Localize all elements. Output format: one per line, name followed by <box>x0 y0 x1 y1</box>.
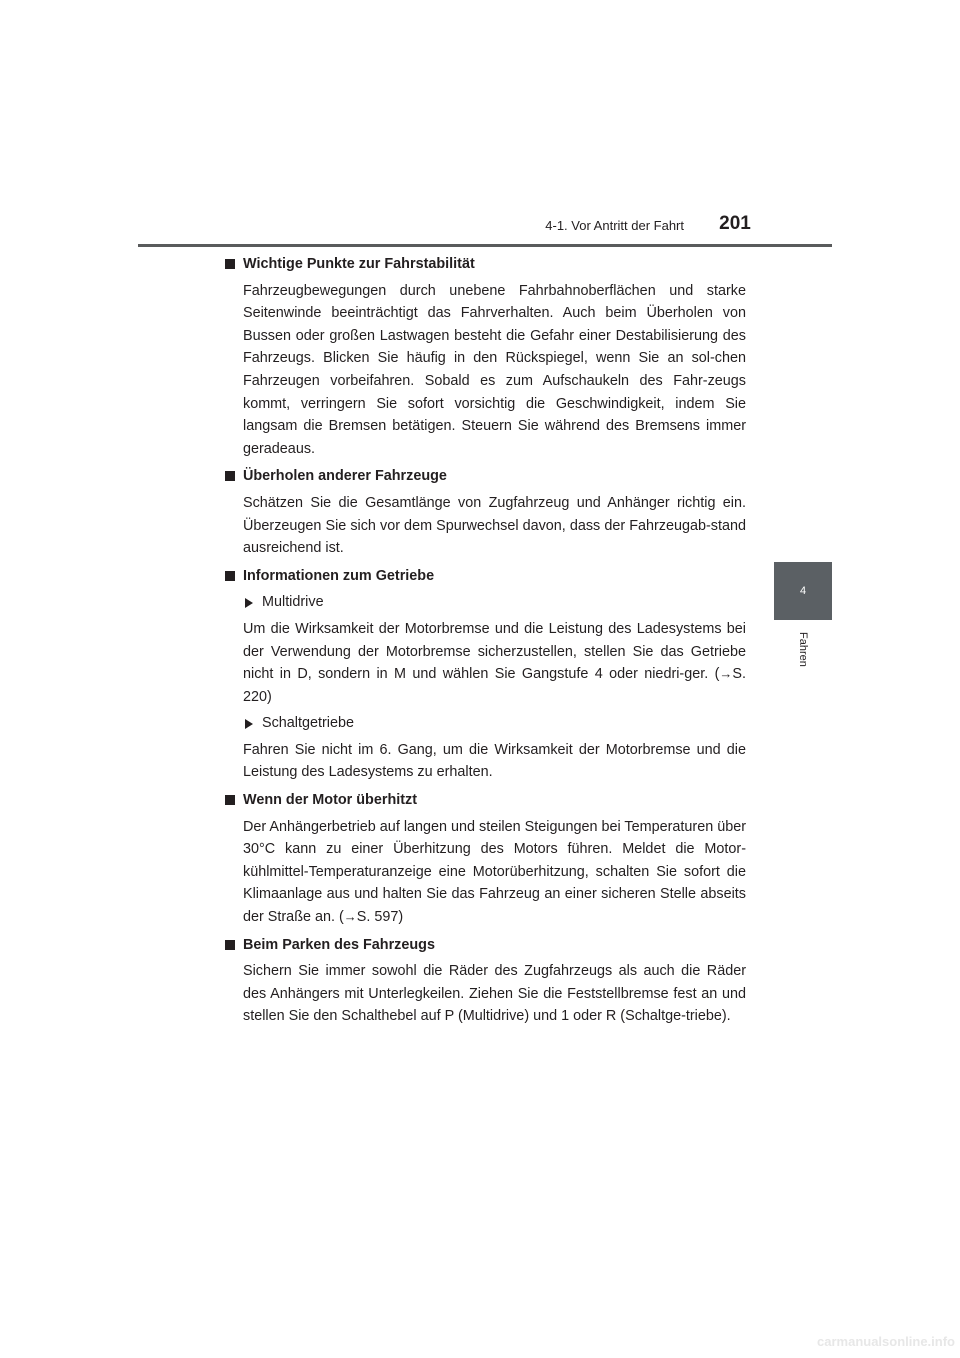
page-reference[interactable]: S. 597) <box>356 909 404 926</box>
section-title-text: Wichtige Punkte zur Fahrstabilität <box>243 256 475 272</box>
page-number: 201 <box>719 213 751 234</box>
section-paragraph: Fahrzeugbewegungen durch unebene Fahrbahnoberflächen und starke Seitenwinde beeinträchtigt das Fahrverhalten. Auch beim Überholen von Bussen oder großen Lastwagen besteht die Gefahr einer Destabilisierung des Fahrzeugs. Blicken Sie häufig in den Rückspiegel, wenn Sie an sol-chen Fahrzeugen vorbeifahren. Sobald es zum Aufschaukeln des Fahr-zeugs kommt, verringern Sie sofort vorsichtig die Geschwindigkeit, indem Sie langsam die Bremsen betätigen. Steuern Sie während des Bremsens immer geradeaus. <box>243 282 746 457</box>
square-bullet-icon <box>225 571 235 581</box>
section-parken <box>224 934 746 1028</box>
section-paragraph: Fahren Sie nicht im 6. Gang, um die Wirksamkeit der Motorbremse und die Leistung des Ladesystems zu erhalten. <box>243 741 746 781</box>
sub-bullet-label: Schaltgetriebe <box>262 715 355 732</box>
square-bullet-icon <box>225 471 235 481</box>
header-divider <box>138 244 832 247</box>
section-title <box>224 789 746 812</box>
square-bullet-icon <box>225 259 235 269</box>
chapter-tab-number: 4 <box>774 562 832 620</box>
running-header-section: 4-1. Vor Antritt der Fahrt <box>545 218 684 233</box>
triangle-bullet-icon <box>245 598 253 608</box>
triangle-bullet-icon <box>245 719 253 729</box>
paragraph-text: Um die Wirksamkeit der Motorbremse und die Leistung des Ladesystems bei der Verwendung der Motorbremse sicherzustellen, stellen Sie das Getriebe nicht in D, sondern in M und wählen Sie Gangstufe 4 oder niedri-ger. ( <box>243 620 746 683</box>
chapter-tab-label-text: Fahren <box>797 632 809 667</box>
section-title <box>224 565 746 588</box>
section-title <box>224 465 746 488</box>
square-bullet-icon <box>225 795 235 805</box>
section-title-text: Überholen anderer Fahrzeuge <box>243 468 447 485</box>
paragraph-text: Der Anhängerbetrieb auf langen und steilen Steigungen bei Temperaturen über 30°C kann zu einer Überhitzung des Motors führen. Meldet die Motor-kühlmittel-Temperaturanzeige eine Motorüberhitzung, schalten Sie sofort die Klimaanlage aus und halten Sie das Fahrzeug an einer sicheren Stelle abseits der Straße an. ( <box>243 818 746 926</box>
section-ueberholen <box>224 465 746 559</box>
chapter-tab-label <box>790 632 816 682</box>
section-getriebe <box>224 565 746 784</box>
section-motor-ueberhitzt <box>224 789 746 929</box>
reference-arrow-icon: → <box>719 666 733 682</box>
footer-watermark: carmanualsonline.info <box>817 1334 955 1349</box>
sub-bullet-schaltgetriebe <box>243 712 746 735</box>
page-reference[interactable]: S. 220) <box>243 666 746 705</box>
sub-bullet-label: Multidrive <box>262 594 324 611</box>
section-paragraph <box>243 618 746 708</box>
section-title-text: Wenn der Motor überhitzt <box>243 792 418 809</box>
square-bullet-icon <box>225 940 235 950</box>
section-paragraph: Schätzen Sie die Gesamtlänge von Zugfahrzeug und Anhänger richtig ein. Überzeugen Sie sich vor dem Spurwechsel davon, dass der Fahrzeugab-stand ausreichend ist. <box>243 494 746 557</box>
sub-bullet-multidrive <box>243 591 746 614</box>
section-title-text: Beim Parken des Fahrzeugs <box>243 936 435 953</box>
section-title-text: Informationen zum Getriebe <box>243 567 435 584</box>
section-paragraph <box>243 816 746 929</box>
section-fahrstabilitaet <box>224 253 746 460</box>
section-title <box>224 253 746 276</box>
section-title <box>224 934 746 957</box>
section-paragraph: Sichern Sie immer sowohl die Räder des Zugfahrzeugs als auch die Räder des Anhängers mit Unterlegkeilen. Ziehen Sie die Feststellbremse fest an und stellen Sie den Schalthebel auf P (Multidrive) und 1 oder R (Schaltge-triebe). <box>243 963 746 1025</box>
reference-arrow-icon: → <box>343 909 357 925</box>
page-content <box>224 253 746 1033</box>
